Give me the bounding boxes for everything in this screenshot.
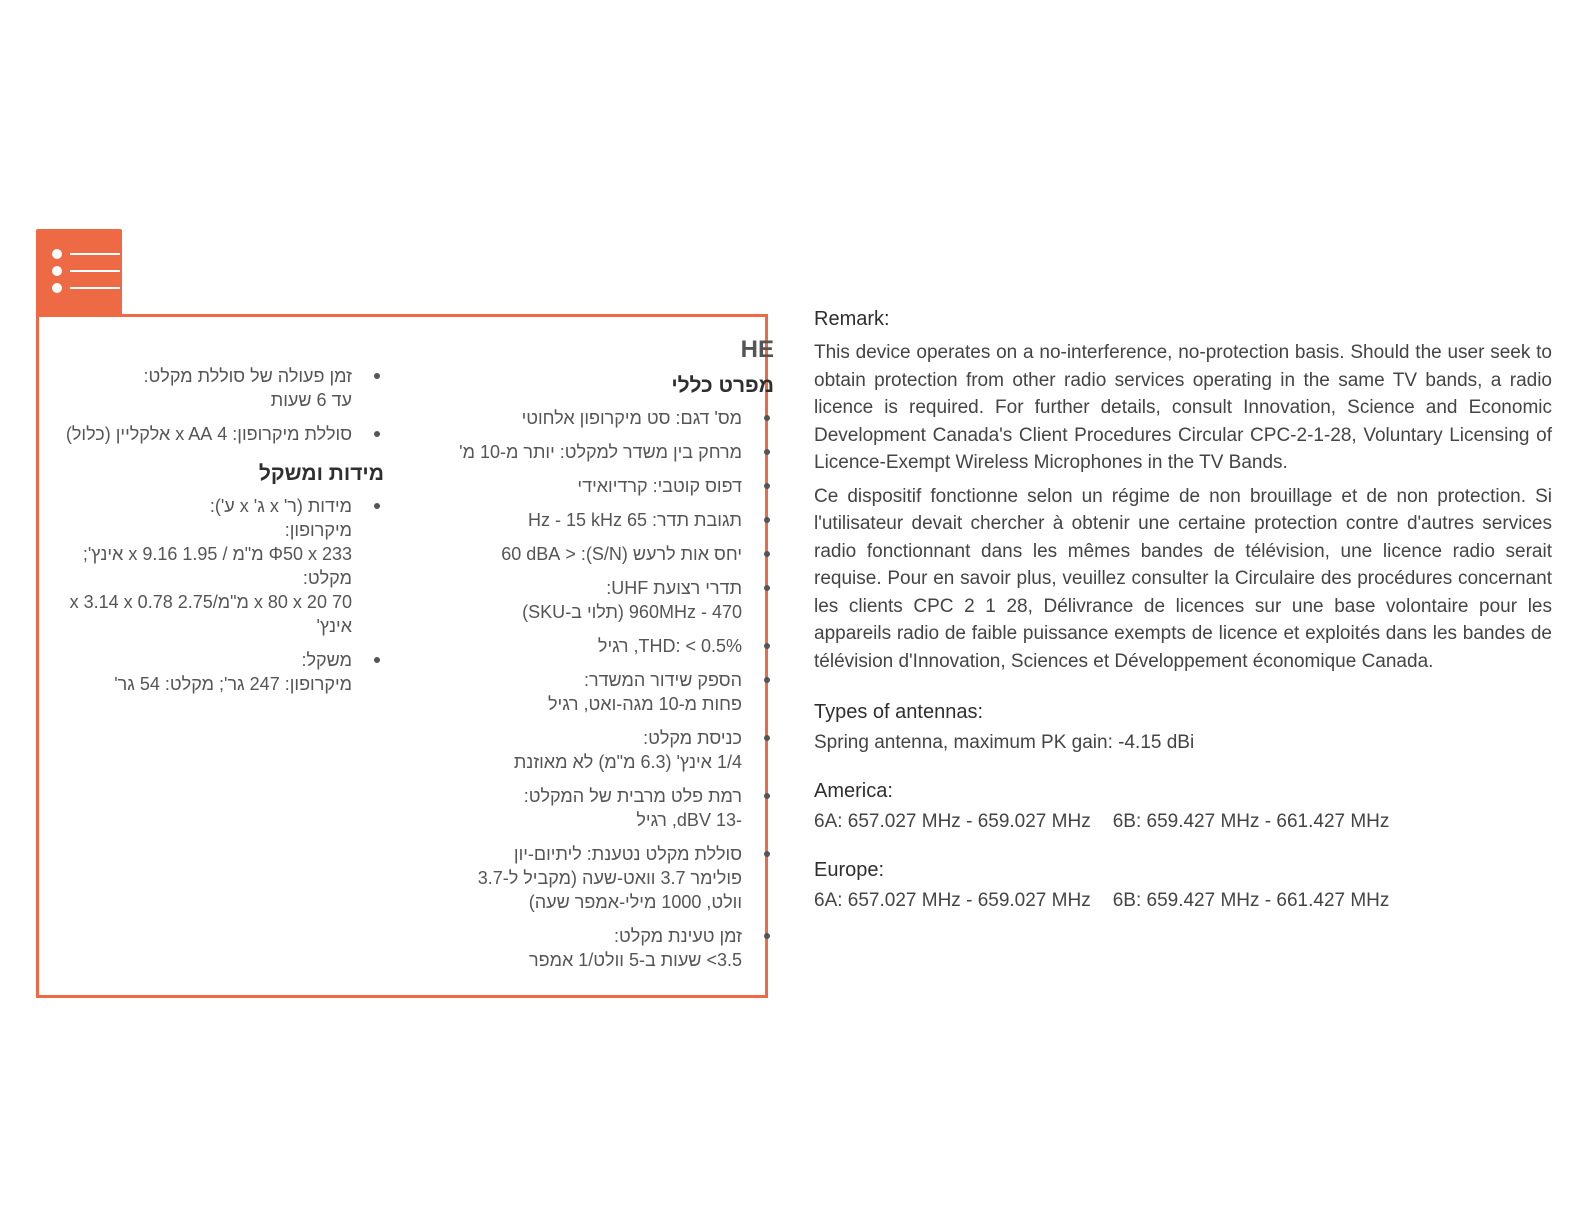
bullet-icon bbox=[374, 657, 380, 663]
spec-line: פולימר 3.7 וואט-שעה (מקביל ל-3.7 bbox=[477, 868, 742, 888]
spec-line: זמן טעינת מקלט: bbox=[614, 926, 742, 946]
general-spec-item bbox=[414, 508, 774, 532]
spec-line: מס' דגם: סט מיקרופון אלחוטי bbox=[521, 408, 742, 428]
general-spec-item bbox=[414, 726, 774, 774]
regulatory-column bbox=[814, 308, 1552, 938]
bullet-icon bbox=[764, 851, 770, 857]
general-spec-item bbox=[414, 440, 774, 464]
general-spec-item bbox=[414, 784, 774, 832]
bullet-icon bbox=[374, 373, 380, 379]
remark-english: This device operates on a no-interference, no-protection basis. Should the user seek to obtain protection from other radio services operating in the same TV bands, a radio licence is required. For further details, consult Innovation, Science and Economic Development Canada's Client Procedures Circular CPC-2-1-28, Voluntary Licensing of Licence-Exempt Wireless Microphones in the TV Bands. bbox=[814, 342, 1552, 473]
bullet-icon bbox=[374, 503, 380, 509]
spec-line: תגובת תדר: 65 Hz - 15 kHz bbox=[527, 510, 742, 530]
general-spec-item bbox=[414, 842, 774, 914]
list-icon-tab bbox=[36, 229, 122, 315]
bullet-icon bbox=[764, 735, 770, 741]
general-spec-item bbox=[414, 668, 774, 716]
battery-spec-item bbox=[44, 422, 384, 446]
battery-spec-item bbox=[44, 364, 384, 412]
bullet-icon bbox=[764, 517, 770, 523]
spec-line: מיקרופון: bbox=[284, 520, 352, 540]
remark-title: Remark: bbox=[814, 308, 890, 330]
spec-line: משקל: bbox=[301, 650, 352, 670]
bullet-icon bbox=[764, 643, 770, 649]
spec-line: מידות (ר' x ג' x ע'): bbox=[209, 496, 352, 516]
bullet-icon bbox=[764, 483, 770, 489]
spec-line: פחות מ-10 מגה-ואט, רגיל bbox=[548, 694, 742, 714]
spec-line: זמן פעולה של סוללת מקלט: bbox=[143, 366, 352, 386]
spec-line: 470 - 960MHz (תלוי ב-SKU) bbox=[522, 602, 742, 622]
bullet-icon bbox=[764, 933, 770, 939]
bullet-icon bbox=[764, 585, 770, 591]
bullet-icon bbox=[764, 449, 770, 455]
spec-line: 1/4 אינץ' (6.3 מ"מ) לא מאוזנת bbox=[513, 752, 742, 772]
europe-title: Europe: bbox=[814, 859, 885, 881]
language-code: HE bbox=[740, 336, 774, 363]
spec-line: -13 dBV, רגיל bbox=[636, 810, 742, 830]
side-spec-column bbox=[44, 364, 384, 706]
spec-line: מיקרופון: 247 גר'; מקלט: 54 גר' bbox=[114, 674, 352, 694]
spec-line: רמת פלט מרבית של המקלט: bbox=[523, 786, 742, 806]
spec-line: יחס אות לרעש (S/N): < 60 dBA bbox=[501, 544, 742, 564]
dimensions-spec-list bbox=[44, 494, 384, 696]
europe-6b: 6B: 659.427 MHz - 661.427 MHz bbox=[1112, 890, 1390, 911]
spec-line: עד 6 שעות bbox=[270, 390, 352, 410]
spec-line: וולט, 1000 מילי-אמפר שעה) bbox=[528, 892, 742, 912]
spec-line: תדרי רצועת UHF: bbox=[606, 578, 742, 598]
america-title: America: bbox=[814, 780, 893, 802]
spec-line: Φ50 x 233 מ"מ / 1.95 x 9.16 אינץ'; bbox=[82, 544, 352, 564]
general-spec-list bbox=[414, 406, 774, 972]
dimensions-spec-item bbox=[44, 648, 384, 696]
dimensions-title: מידות ומשקל bbox=[258, 462, 384, 485]
spec-line: מקלט: bbox=[302, 568, 352, 588]
general-spec-item bbox=[414, 924, 774, 972]
bullet-icon bbox=[764, 551, 770, 557]
america-6a: 6A: 657.027 MHz - 659.027 MHz bbox=[814, 811, 1091, 832]
bullet-icon bbox=[764, 415, 770, 421]
general-spec-column bbox=[414, 330, 774, 982]
general-spec-item bbox=[414, 406, 774, 430]
europe-6a: 6A: 657.027 MHz - 659.027 MHz bbox=[814, 890, 1091, 911]
general-spec-item bbox=[414, 474, 774, 498]
spec-line: סוללת מקלט נטענת: ליתיום-יון bbox=[513, 844, 742, 864]
america-frequencies bbox=[814, 811, 1552, 833]
spec-line: מרחק בין משדר למקלט: יותר מ-10 מ' bbox=[459, 442, 742, 462]
spec-line: 70 x 80 x 20 מ"מ/2.75 x 3.14 x 0.78 אינץ' bbox=[69, 592, 352, 636]
antennas-text: Spring antenna, maximum PK gain: -4.15 dBi bbox=[814, 732, 1195, 753]
general-spec-title: מפרט כללי bbox=[671, 374, 774, 397]
spec-line: THD: < 0.5%, רגיל bbox=[597, 636, 742, 656]
america-6b: 6B: 659.427 MHz - 661.427 MHz bbox=[1112, 811, 1390, 832]
spec-line: כניסת מקלט: bbox=[643, 728, 742, 748]
battery-spec-list bbox=[44, 364, 384, 446]
remark-french: Ce dispositif fonctionne selon un régime de non brouillage et de non protection. Si l'utilisateur devait chercher à obtenir une certaine protection contre d'autres services radio fonctionnant dans les mêmes bandes de télévision, une licence radio serait requise. Pour en savoir plus, veuillez consulter la Circulaire des procédures concernant les clients CPC 2 1 28, Délivrance de licences sur une base volontaire pour les appareils radio de faible puissance exempts de licence et exploités dans les bandes de télévision d'Innovation, Sciences et Développement économique Canada. bbox=[814, 485, 1552, 672]
general-spec-item bbox=[414, 634, 774, 658]
list-icon bbox=[52, 249, 108, 257]
spec-line: הספק שידור המשדר: bbox=[583, 670, 742, 690]
spec-line: דפוס קוטבי: קרדיואידי bbox=[577, 476, 742, 496]
bullet-icon bbox=[764, 793, 770, 799]
bullet-icon bbox=[374, 431, 380, 437]
general-spec-item bbox=[414, 576, 774, 624]
spec-line: 3.5> שעות ב-5 וולט/1 אמפר bbox=[529, 950, 742, 970]
dimensions-spec-item bbox=[44, 494, 384, 638]
europe-frequencies bbox=[814, 890, 1552, 912]
bullet-icon bbox=[764, 677, 770, 683]
antennas-title: Types of antennas: bbox=[814, 701, 984, 723]
general-spec-item bbox=[414, 542, 774, 566]
spec-line: סוללת מיקרופון: 4 x AA אלקליין (כלול) bbox=[65, 424, 352, 444]
